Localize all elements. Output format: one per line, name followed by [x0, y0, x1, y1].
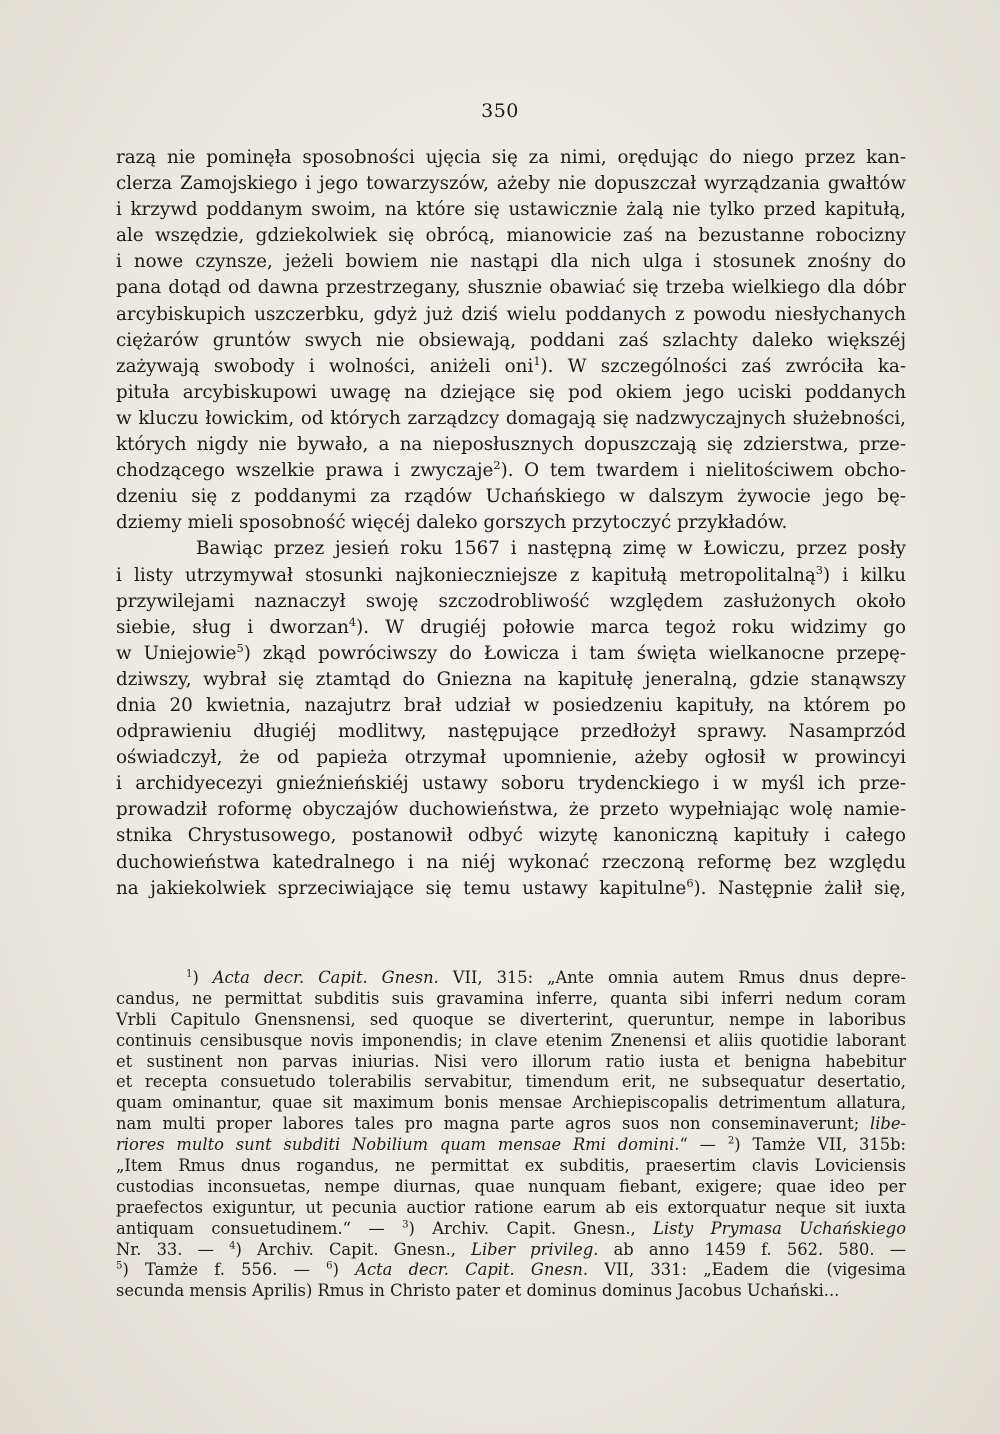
footnote-line: Nr. 33. — $^4$) Archiv. Capit. Gnesn., Liber privileg. ab anno 1459 f. 562. 580. —	[116, 1239, 906, 1259]
footnote-line: et sustinent non parvas iniurias. Nisi vero illorum ratio iusta et benigna habebitur	[116, 1051, 906, 1071]
text-line: duchowieństwa katedralnego i na niéj wykonać rzeczoną reformę bez względu	[116, 851, 906, 873]
footnote-marker: 6	[686, 875, 694, 890]
footnote-marker: 4	[348, 614, 357, 629]
text-line: clerza Zamojskiego i jego towarzyszów, ażeby nie dopuszczał wyrządzania gwałtów	[116, 173, 906, 195]
footnote-marker: 5	[236, 640, 244, 655]
footnote-line: $^5$) Tamże f. 556. — $^6$) Acta decr. Capit. Gnesn. VII, 331: „Eadem die (vigesima	[116, 1260, 907, 1280]
footnote-line: candus, ne permittat subditis suis gravamina inferre, quanta sibi inferri nedum coram	[116, 988, 906, 1008]
footnote-marker: 3	[815, 562, 823, 577]
footnote-marker: 1	[533, 353, 541, 368]
footnotes	[116, 968, 906, 1302]
text-line: dziwszy, wybrał się ztamtąd do Gniezna na kapitułę jeneralną, gdzie stanąwszy	[116, 668, 906, 690]
footnote-line: $^1$) Acta decr. Capit. Gnesn. VII, 315: „Ante omnia autem Rmus dnus depre-	[186, 968, 906, 987]
text-line: dnia 20 kwietnia, nazajutrz brał udział w posiedzeniu kapituły, na którem po	[116, 694, 906, 716]
page-number: 350	[481, 100, 519, 122]
footnote-line: praefectos exiguntur, ut pecunia auctior ratione earum ab eis extorquatur neque sit iuxta	[116, 1197, 906, 1217]
footnote-line: riores multo sunt subditi Nobilium quam mensae Rmi domini.“ — $^2$) Tamże VII, 315b:	[116, 1135, 906, 1155]
text-line: chodzącego wszelkie prawa i zwyczaje$^2$). O tem twardem i nielitościwem obcho-	[116, 458, 906, 482]
text-line: pana dotąd od dawna przestrzegany, słusznie obawiać się trzeba wielkiego dla dóbr	[116, 277, 906, 299]
footnote-line: continuis censibusque novis imponendis; in clave etenim Znenensi et aliis quotidie laborant	[116, 1030, 906, 1050]
text-line: przywilejami naznaczył swoję szczodrobliwość względem zasłużonych około	[116, 590, 906, 612]
main-text	[116, 145, 906, 902]
text-line: na jakiekolwiek sprzeciwiające się temu ustawy kapitulne$^6$). Następnie żalił się,	[116, 875, 906, 899]
text-line: razą nie pominęła sposobności ujęcia się za nimi, orędując do niego przez kan-	[116, 147, 906, 168]
text-line: których nigdy nie bywało, a na nieposłusznych dopuszczają się zdzierstwa, prze-	[116, 434, 906, 456]
text-line: odprawieniu długiéj modlitwy, następujące przedłożył sprawy. Nasamprzód	[116, 721, 906, 743]
text-line: i listy utrzymywał stosunki najkonieczniejsze z kapitułą metropolitalną$^3$) i kilku	[116, 562, 906, 586]
text-line: ale wszędzie, gdziekolwiek się obrócą, mianowicie zaś na bezustanne robocizny	[116, 225, 906, 247]
footnote-line: quam ominantur, quae sit maximum bonis mensae Archiepiscopalis detrimentum allatura,	[116, 1093, 906, 1113]
text-line: arcybiskupich uszczerbku, gdyż już dziś wielu poddanych z powodu niesłychanych	[116, 303, 906, 325]
footnote-marker: 2	[493, 458, 501, 473]
footnote-line: antiquam consuetudinem.“ — $^3$) Archiv. Capit. Gnesn., Listy Prymasa Uchańskiego	[116, 1218, 906, 1238]
text-line: zażywają swobody i wolności, aniżeli oni$^1$). W szczególności zaś zwróciła ka-	[116, 353, 906, 377]
text-line: w kluczu łowickim, od których zarządzcy domagają się nadzwyczajnych służebności,	[116, 407, 906, 429]
text-line: stnika Chrystusowego, postanowił odbyć wizytę kanoniczną kapituły i całego	[116, 825, 906, 847]
footnote-line: Vrbli Capitulo Gnensnensi, sed quoque se diverterint, queruntur, nempe in laboribus	[116, 1009, 906, 1029]
text-line: ciężarów gruntów swych nie obsiewają, poddani zaś szlachty daleko większéj	[116, 329, 906, 351]
text-line: i nowe czynsze, jeżeli bowiem nie nastąpi dla nich ulga i stosunek znośny do	[116, 251, 906, 273]
footnote-line: custodias inconsuetas, nempe diurnas, quae nunquam fiebant, exigere; quae ideo per	[116, 1176, 906, 1196]
text-line: Bawiąc przez jesień roku 1567 i następną zimę w Łowiczu, przez posły	[196, 538, 906, 560]
text-line: siebie, sług i dworzan$^4$). W drugiéj połowie marca tegoż roku widzimy go	[116, 614, 906, 638]
text-line: pituła arcybiskupowi uwagę na dziejące się pod okiem jego uciski poddanych	[116, 381, 906, 403]
text-line: dzeniu się z poddanymi za rządów Uchańskiego w dalszym żywocie jego bę-	[116, 486, 906, 508]
footnote-line: secunda mensis Aprilis) Rmus in Christo pater et dominus dominus Jacobus Uchański...	[116, 1281, 840, 1301]
text-line: prowadził roformę obyczajów duchowieństwa, że przeto wypełniając wolę namie-	[116, 799, 906, 821]
text-line: oświadczył, że od papieża otrzymał upomnienie, ażeby ogłosił w prowincyi	[116, 747, 906, 769]
footnote-line: „Item Rmus dnus rogandus, ne permittat ex subditis, praesertim clavis Loviciensis	[116, 1156, 906, 1176]
footnote-line: nam multi proper labores tales pro magna parte agros suos non conseminaverunt; libe-	[116, 1114, 906, 1134]
footnote-line: et recepta consuetudo tolerabilis servabitur, timendum erit, ne subsequatur desertatio,	[116, 1072, 906, 1092]
text-line: i krzywd poddanym swoim, na które się ustawicznie żalą nie tylko przed kapitułą,	[116, 199, 906, 221]
text-line: i archidyecezyi gnieźnieńskiéj ustawy soboru trydenckiego i w myśl ich prze-	[116, 773, 906, 795]
text-line: w Uniejowie$^5$) zkąd powróciwszy do Łowicza i tam święta wielkanocne przepę-	[116, 640, 906, 664]
text-line: dziemy mieli sposobność więcéj daleko gorszych przytoczyć przykładów.	[116, 512, 788, 534]
